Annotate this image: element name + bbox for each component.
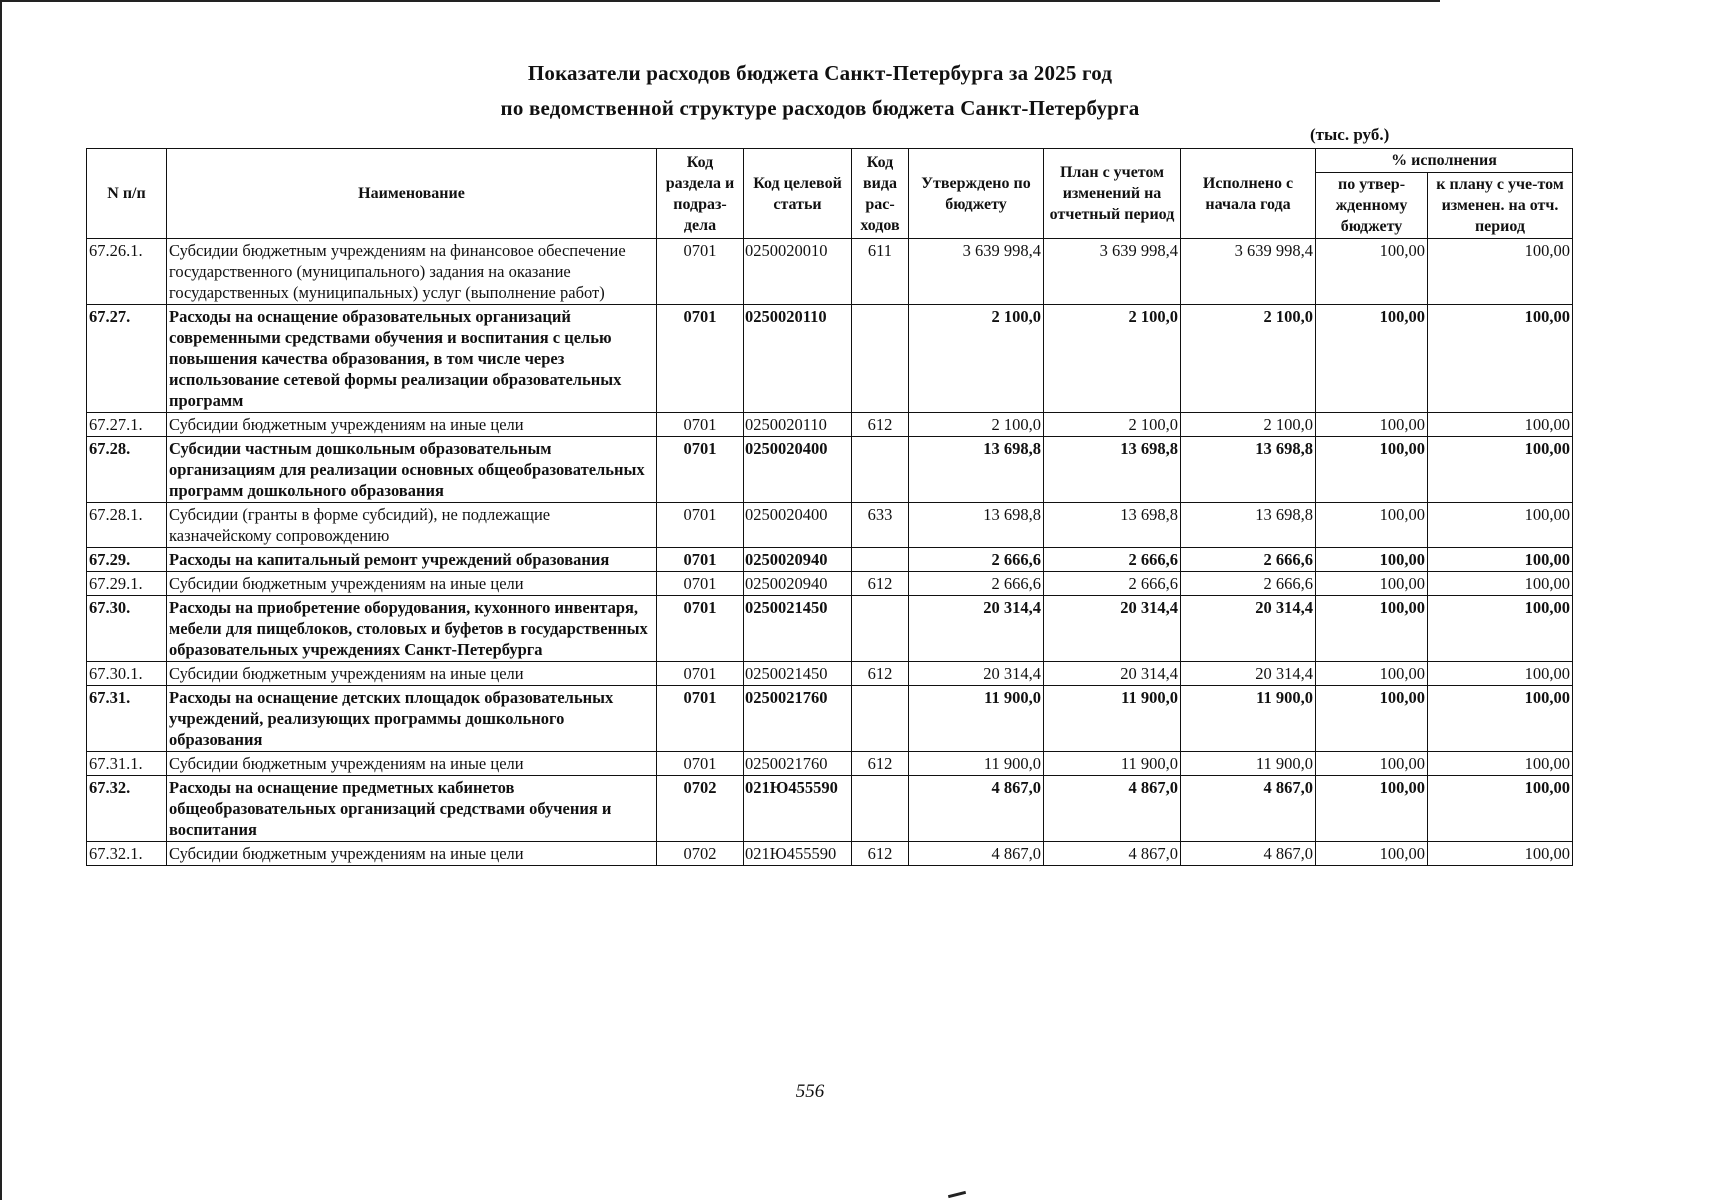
table-row [87, 752, 1573, 776]
cell-target-code: 021Ю455590 [744, 842, 852, 866]
cell-section-code: 0701 [657, 548, 744, 572]
cell-num: 67.30.1. [87, 662, 167, 686]
cell-pct-approved: 100,00 [1316, 686, 1428, 752]
cell-executed: 4 867,0 [1181, 776, 1316, 842]
cell-name: Расходы на оснащение предметных кабинетов общеобразовательных организаций средствами обучения и воспитания [167, 776, 657, 842]
cell-num: 67.31.1. [87, 752, 167, 776]
cell-section-code: 0702 [657, 776, 744, 842]
cell-target-code: 0250021450 [744, 662, 852, 686]
header-executed: Исполнено с начала года [1181, 149, 1316, 239]
cell-target-code: 0250020940 [744, 572, 852, 596]
cell-pct-approved: 100,00 [1316, 662, 1428, 686]
cell-plan: 4 867,0 [1044, 842, 1181, 866]
cell-section-code: 0701 [657, 503, 744, 548]
cell-expense-type-code: 612 [852, 752, 909, 776]
cell-pct-plan: 100,00 [1428, 413, 1573, 437]
cell-name: Расходы на оснащение детских площадок образовательных учреждений, реализующих программы дошкольного образования [167, 686, 657, 752]
cell-executed: 2 666,6 [1181, 548, 1316, 572]
cell-section-code: 0701 [657, 572, 744, 596]
cell-target-code: 0250020010 [744, 239, 852, 305]
header-plan: План с учетом изменений на отчетный период [1044, 149, 1181, 239]
cell-pct-plan: 100,00 [1428, 686, 1573, 752]
table-row [87, 305, 1573, 413]
cell-plan: 20 314,4 [1044, 662, 1181, 686]
page-number: 556 [795, 1081, 825, 1102]
cell-expense-type-code [852, 686, 909, 752]
cell-executed: 4 867,0 [1181, 842, 1316, 866]
cell-pct-plan: 100,00 [1428, 548, 1573, 572]
header-name: Наименование [167, 149, 657, 239]
cell-pct-plan: 100,00 [1428, 305, 1573, 413]
table-row [87, 596, 1573, 662]
cell-pct-approved: 100,00 [1316, 548, 1428, 572]
cell-plan: 11 900,0 [1044, 686, 1181, 752]
cell-pct-approved: 100,00 [1316, 239, 1428, 305]
cell-num: 67.30. [87, 596, 167, 662]
cell-executed: 2 100,0 [1181, 305, 1316, 413]
cell-num: 67.32.1. [87, 842, 167, 866]
cell-target-code: 0250021450 [744, 596, 852, 662]
cell-section-code: 0701 [657, 752, 744, 776]
table-row [87, 572, 1573, 596]
table-row [87, 686, 1573, 752]
cell-section-code: 0701 [657, 437, 744, 503]
cell-approved: 2 100,0 [909, 305, 1044, 413]
cell-pct-plan: 100,00 [1428, 662, 1573, 686]
cell-target-code: 0250020940 [744, 548, 852, 572]
cell-approved: 20 314,4 [909, 596, 1044, 662]
cell-pct-plan: 100,00 [1428, 503, 1573, 548]
cell-target-code: 0250021760 [744, 752, 852, 776]
cell-executed: 20 314,4 [1181, 662, 1316, 686]
cell-plan: 20 314,4 [1044, 596, 1181, 662]
scan-mark [948, 1191, 966, 1198]
cell-name: Субсидии бюджетным учреждениям на иные цели [167, 413, 657, 437]
units-label: (тыс. руб.) [1310, 125, 1390, 144]
cell-target-code: 0250021760 [744, 686, 852, 752]
cell-plan: 2 100,0 [1044, 413, 1181, 437]
table-row [87, 239, 1573, 305]
header-pct-plan: к плану с уче-том изменен. на отч. период [1428, 173, 1573, 239]
cell-section-code: 0701 [657, 413, 744, 437]
cell-executed: 11 900,0 [1181, 686, 1316, 752]
cell-pct-plan: 100,00 [1428, 572, 1573, 596]
table-row [87, 413, 1573, 437]
cell-name: Расходы на оснащение образовательных организаций современными средствами обучения и воспитания с целью повышения качества образования, в том числе через использование сетевой формы реализации образовательных программ [167, 305, 657, 413]
cell-pct-plan: 100,00 [1428, 596, 1573, 662]
cell-target-code: 0250020110 [744, 413, 852, 437]
table-body [87, 239, 1573, 866]
cell-plan: 2 100,0 [1044, 305, 1181, 413]
cell-pct-approved: 100,00 [1316, 572, 1428, 596]
cell-section-code: 0701 [657, 596, 744, 662]
cell-plan: 11 900,0 [1044, 752, 1181, 776]
cell-expense-type-code [852, 776, 909, 842]
cell-executed: 13 698,8 [1181, 503, 1316, 548]
cell-expense-type-code: 612 [852, 572, 909, 596]
cell-pct-approved: 100,00 [1316, 437, 1428, 503]
cell-approved: 11 900,0 [909, 752, 1044, 776]
cell-plan: 13 698,8 [1044, 437, 1181, 503]
cell-num: 67.28.1. [87, 503, 167, 548]
cell-expense-type-code [852, 548, 909, 572]
cell-section-code: 0701 [657, 686, 744, 752]
cell-executed: 2 100,0 [1181, 413, 1316, 437]
cell-num: 67.29. [87, 548, 167, 572]
cell-name: Расходы на капитальный ремонт учреждений образования [167, 548, 657, 572]
cell-name: Субсидии бюджетным учреждениям на иные цели [167, 572, 657, 596]
header-target-code: Код целевой статьи [744, 149, 852, 239]
cell-num: 67.31. [87, 686, 167, 752]
header-section-code: Код раздела и подраз-дела [657, 149, 744, 239]
cell-executed: 2 666,6 [1181, 572, 1316, 596]
table-row [87, 437, 1573, 503]
cell-target-code: 0250020400 [744, 503, 852, 548]
table-row [87, 842, 1573, 866]
cell-approved: 3 639 998,4 [909, 239, 1044, 305]
cell-num: 67.28. [87, 437, 167, 503]
cell-expense-type-code [852, 305, 909, 413]
cell-name: Субсидии бюджетным учреждениям на финансовое обеспечение государственного (муниципального) задания на оказание государственных (муниципальных) услуг (выполнение работ) [167, 239, 657, 305]
table-row [87, 548, 1573, 572]
cell-pct-plan: 100,00 [1428, 752, 1573, 776]
cell-section-code: 0701 [657, 662, 744, 686]
cell-approved: 13 698,8 [909, 503, 1044, 548]
cell-name: Субсидии бюджетным учреждениям на иные цели [167, 842, 657, 866]
cell-num: 67.27.1. [87, 413, 167, 437]
cell-expense-type-code: 611 [852, 239, 909, 305]
cell-target-code: 0250020110 [744, 305, 852, 413]
cell-executed: 3 639 998,4 [1181, 239, 1316, 305]
cell-pct-plan: 100,00 [1428, 776, 1573, 842]
cell-expense-type-code: 612 [852, 662, 909, 686]
cell-name: Расходы на приобретение оборудования, кухонного инвентаря, мебели для пищеблоков, столовых и буфетов в государственных образовательных учреждениях Санкт-Петербурга [167, 596, 657, 662]
header-pct-approved: по утвер-жденному бюджету [1316, 173, 1428, 239]
cell-approved: 4 867,0 [909, 842, 1044, 866]
cell-section-code: 0701 [657, 305, 744, 413]
scan-top-edge [0, 0, 1440, 2]
cell-approved: 4 867,0 [909, 776, 1044, 842]
cell-pct-approved: 100,00 [1316, 413, 1428, 437]
cell-approved: 2 666,6 [909, 548, 1044, 572]
cell-expense-type-code [852, 596, 909, 662]
scan-left-edge [0, 0, 2, 1200]
cell-plan: 2 666,6 [1044, 548, 1181, 572]
cell-approved: 13 698,8 [909, 437, 1044, 503]
cell-name: Субсидии бюджетным учреждениям на иные цели [167, 752, 657, 776]
document-title: Показатели расходов бюджета Санкт-Петербурга за 2025 год [527, 61, 1113, 85]
cell-approved: 2 666,6 [909, 572, 1044, 596]
cell-approved: 2 100,0 [909, 413, 1044, 437]
cell-executed: 11 900,0 [1181, 752, 1316, 776]
cell-pct-plan: 100,00 [1428, 437, 1573, 503]
cell-section-code: 0701 [657, 239, 744, 305]
cell-plan: 4 867,0 [1044, 776, 1181, 842]
cell-num: 67.32. [87, 776, 167, 842]
cell-pct-plan: 100,00 [1428, 842, 1573, 866]
cell-expense-type-code [852, 437, 909, 503]
cell-pct-approved: 100,00 [1316, 842, 1428, 866]
budget-table [86, 148, 1573, 866]
table-row [87, 776, 1573, 842]
cell-pct-approved: 100,00 [1316, 776, 1428, 842]
cell-pct-approved: 100,00 [1316, 752, 1428, 776]
cell-executed: 20 314,4 [1181, 596, 1316, 662]
table-row [87, 503, 1573, 548]
cell-plan: 3 639 998,4 [1044, 239, 1181, 305]
header-pct-group: % исполнения [1316, 149, 1573, 173]
cell-approved: 20 314,4 [909, 662, 1044, 686]
cell-pct-plan: 100,00 [1428, 239, 1573, 305]
cell-num: 67.29.1. [87, 572, 167, 596]
cell-target-code: 0250020400 [744, 437, 852, 503]
header-expense-type-code: Код вида рас-ходов [852, 149, 909, 239]
table-row [87, 662, 1573, 686]
cell-target-code: 021Ю455590 [744, 776, 852, 842]
header-num: N п/п [87, 149, 167, 239]
cell-pct-approved: 100,00 [1316, 305, 1428, 413]
cell-name: Субсидии бюджетным учреждениям на иные цели [167, 662, 657, 686]
cell-approved: 11 900,0 [909, 686, 1044, 752]
cell-name: Субсидии частным дошкольным образовательным организациям для реализации основных общеобразовательных программ дошкольного образования [167, 437, 657, 503]
document-subtitle: по ведомственной структуре расходов бюджета Санкт-Петербурга [500, 96, 1140, 120]
cell-pct-approved: 100,00 [1316, 596, 1428, 662]
cell-num: 67.26.1. [87, 239, 167, 305]
cell-expense-type-code: 612 [852, 413, 909, 437]
cell-executed: 13 698,8 [1181, 437, 1316, 503]
header-approved: Утверждено по бюджету [909, 149, 1044, 239]
cell-plan: 13 698,8 [1044, 503, 1181, 548]
cell-name: Субсидии (гранты в форме субсидий), не подлежащие казначейскому сопровождению [167, 503, 657, 548]
cell-num: 67.27. [87, 305, 167, 413]
cell-expense-type-code: 633 [852, 503, 909, 548]
cell-section-code: 0702 [657, 842, 744, 866]
cell-expense-type-code: 612 [852, 842, 909, 866]
cell-plan: 2 666,6 [1044, 572, 1181, 596]
cell-pct-approved: 100,00 [1316, 503, 1428, 548]
